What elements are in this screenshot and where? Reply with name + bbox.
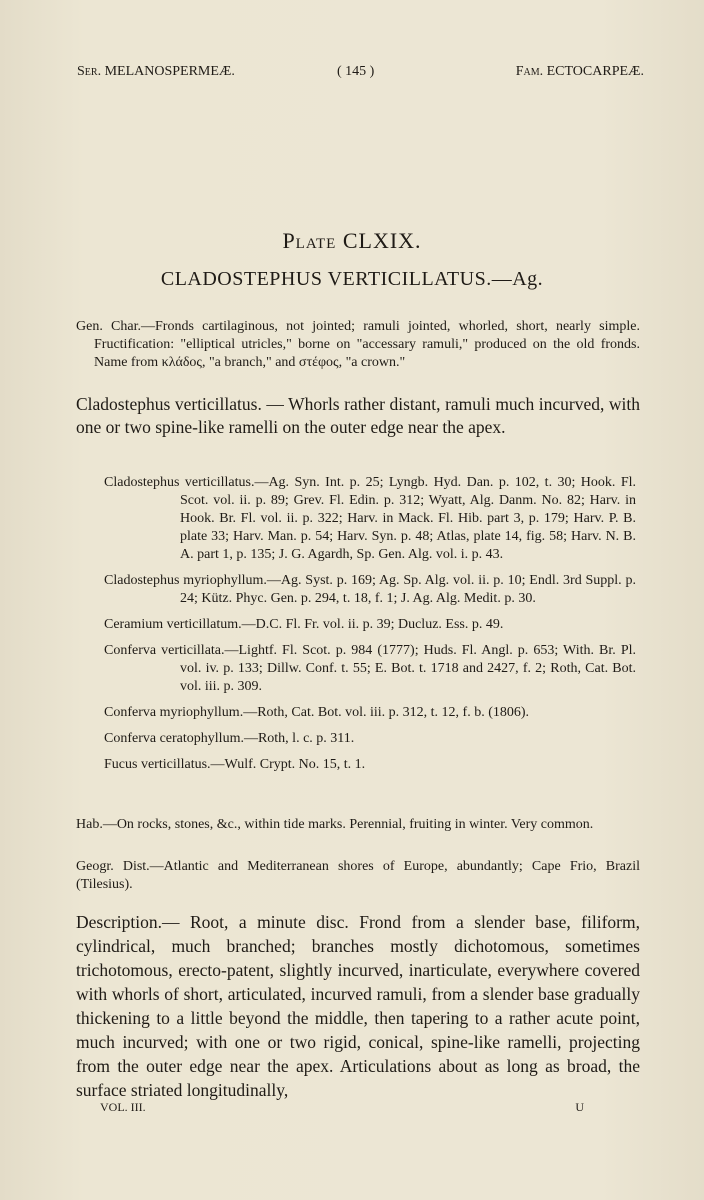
synonym-entry: Conferva myriophyllum.—Roth, Cat. Bot. vol. iii. p. 312, t. 12, f. b. (1806).	[104, 705, 530, 720]
synonym-entry: Cladostephus verticillatus.—Ag. Syn. Int. p. 25; Lyngb. Hyd. Dan. p. 102, t. 30; Hook. Fl. Scot. vol. ii. p. 89; Grev. Fl. Edin. p. 312; Wyatt, Alg. Danm. No. 82; Harv. in Hook. Br. Fl. vol. ii. p. 322; Harv. in Mack. Fl. Hib. part 3, p. 179; Harv. P. B. plate 33; Harv. Man. p. 54; Harv. Syn. p. 48; Atlas, plate 14, fig. 58; Harv. N. B. A. part 1, p. 135; J. G. Agardh, Sp. Gen. Alg. vol. i. p. 43.	[104, 475, 636, 562]
synonym-entry: Conferva ceratophyllum.—Roth, l. c. p. 311.	[104, 731, 355, 746]
generic-character-text: Gen. Char.—Fronds cartilaginous, not jointed; ramuli jointed, whorled, short, nearly simple. Fructification: "elliptical utricles," borne on "accessary ramuli," produced on the old fronds. Name from κλάδος, "a branch," and στέφος, "a crown."	[76, 319, 640, 370]
generic-character	[76, 318, 640, 372]
synonym-entry: Conferva verticillata.—Lightf. Fl. Scot. p. 984 (1777); Huds. Fl. Angl. p. 653; With. Br. Pl. vol. iv. p. 133; Dillw. Conf. t. 55; E. Bot. t. 1718 and 2427, f. 2; Roth, Cat. Bot. vol. iii. p. 309.	[104, 643, 636, 694]
header-family: Fam. ECTOCARPEÆ.	[515, 64, 644, 79]
synonym-entry: Ceramium verticillatum.—D.C. Fl. Fr. vol. ii. p. 39; Ducluz. Ess. p. 49.	[104, 617, 504, 632]
header-series: Ser. MELANOSPERMEÆ.	[77, 64, 235, 79]
description: Description.— Root, a minute disc. Frond from a slender base, filiform, cylindrical, much branched; branches mostly dichotomous, sometimes trichotomous, erecto-patent, slightly incurved, inarticulate, everywhere covered with whorls of short, articulated, incurved ramuli, from a slender base gradually thickening to a little beyond the middle, then tapering to a rather acute point, much incurved; with one or two rigid, conical, spine-like ramelli, projecting from the outer edge near the apex. Articulations about as long as broad, the surface striated longitudinally,	[76, 912, 640, 1100]
habitat: Hab.—On rocks, stones, &c., within tide marks. Perennial, fruiting in winter. Very common.	[76, 817, 594, 832]
page-number: ( 145 )	[337, 64, 375, 79]
species-title: CLADOSTEPHUS VERTICILLATUS.—Ag.	[160, 268, 544, 290]
running-header	[77, 64, 644, 84]
synonym-entry: Fucus verticillatus.—Wulf. Crypt. No. 15, t. 1.	[104, 757, 366, 772]
geographic-distribution: Geogr. Dist.—Atlantic and Mediterranean shores of Europe, abundantly; Cape Frio, Brazil (Tilesius).	[76, 859, 640, 892]
volume-label: VOL. III.	[100, 1100, 146, 1114]
synonym-list	[104, 474, 636, 774]
page-footer	[100, 1100, 584, 1115]
species-diagnosis: Cladostephus verticillatus. — Whorls rather distant, ramuli much incurved, with one or two spine-like ramelli on the outer edge near the apex.	[76, 394, 640, 437]
synonym-entry: Cladostephus myriophyllum.—Ag. Syst. p. 169; Ag. Sp. Alg. vol. ii. p. 10; Endl. 3rd Suppl. p. 24; Kütz. Phyc. Gen. p. 294, t. 18, f. 1; J. Ag. Alg. Medit. p. 30.	[104, 573, 636, 606]
signature-mark: U	[575, 1100, 584, 1114]
plate-title: Plate CLXIX.	[282, 228, 422, 253]
